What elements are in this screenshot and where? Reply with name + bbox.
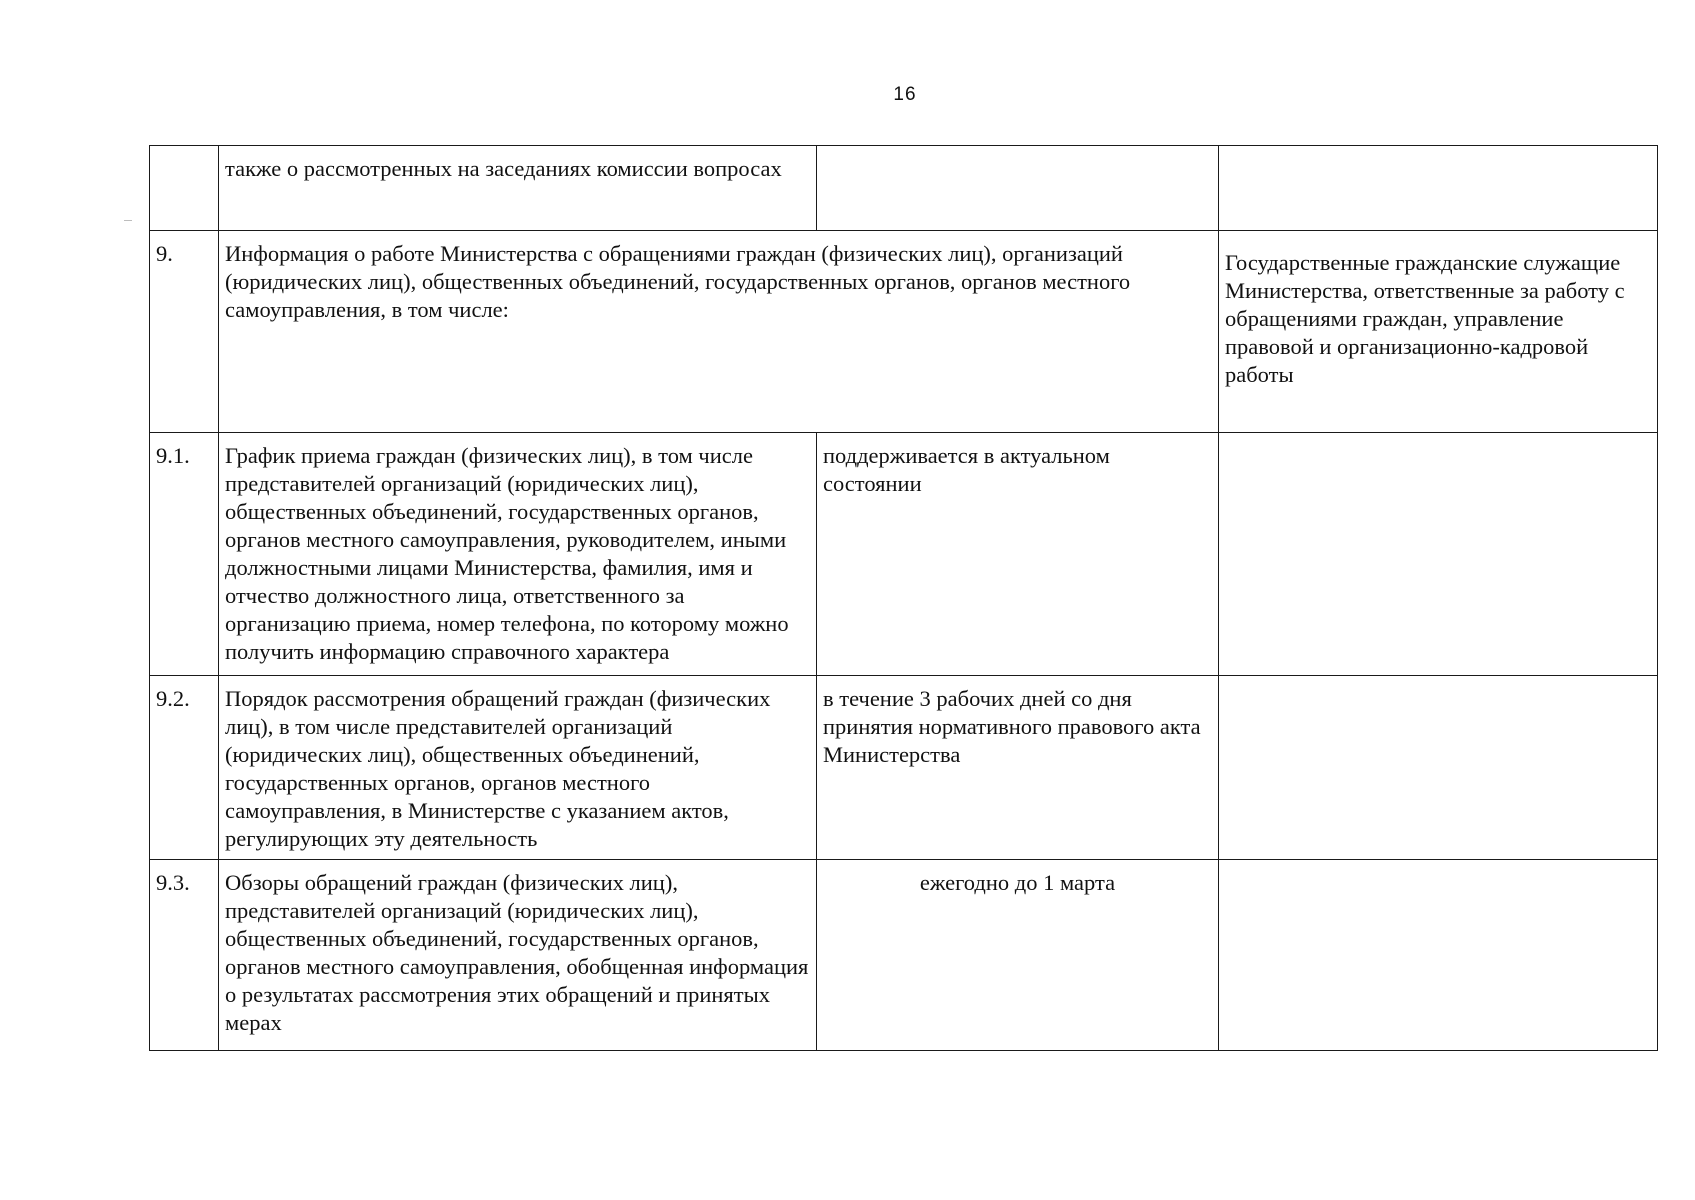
item-number-cell <box>150 146 219 231</box>
item-number-cell: 9. <box>150 231 219 433</box>
item-responsible-cell <box>1219 676 1658 860</box>
scan-mark <box>124 220 132 221</box>
plan-table <box>149 145 1658 1051</box>
page-number: 16 <box>893 84 917 105</box>
item-description-cell: Порядок рассмотрения обращений граждан (физических лиц), в том числе представителей организаций (юридических лиц), общественных объединений, государственных органов, органов местного самоуправления, в Министерстве с указанием актов, регулирующих эту деятельность <box>219 676 817 860</box>
table-row <box>150 860 1658 1051</box>
item-responsible-cell: Государственные гражданские служащие Министерства, ответственные за работу с обращениями граждан, управление правовой и организационно-кадровой работы <box>1219 231 1658 433</box>
item-number-cell: 9.2. <box>150 676 219 860</box>
item-number-cell: 9.1. <box>150 433 219 676</box>
item-responsible-cell <box>1219 860 1658 1051</box>
table-row <box>150 146 1658 231</box>
table-row <box>150 231 1658 433</box>
item-responsible-cell <box>1219 146 1658 231</box>
item-term-cell: поддерживается в актуальном состоянии <box>817 433 1219 676</box>
table-row <box>150 433 1658 676</box>
item-description-cell: Информация о работе Министерства с обращениями граждан (физических лиц), организаций (юридических лиц), общественных объединений, государственных органов, органов местного самоуправления, в том числе: <box>219 231 1219 433</box>
item-description-cell: График приема граждан (физических лиц), в том числе представителей организаций (юридических лиц), общественных объединений, государственных органов, органов местного самоуправления, руководителем, иными должностными лицами Министерства, фамилия, имя и отчество должностного лица, ответственного за организацию приема, номер телефона, по которому можно получить информацию справочного характера <box>219 433 817 676</box>
item-term-cell: в течение 3 рабочих дней со дня принятия нормативного правового акта Министерства <box>817 676 1219 860</box>
table-row <box>150 676 1658 860</box>
item-description-cell: также о рассмотренных на заседаниях комиссии вопросах <box>219 146 817 231</box>
item-term-cell: ежегодно до 1 марта <box>817 860 1219 1051</box>
item-term-cell <box>817 146 1219 231</box>
item-number-cell: 9.3. <box>150 860 219 1051</box>
item-description-cell: Обзоры обращений граждан (физических лиц), представителей организаций (юридических лиц), общественных объединений, государственных органов, органов местного самоуправления, обобщенная информация о результатах рассмотрения этих обращений и принятых мерах <box>219 860 817 1051</box>
item-responsible-cell <box>1219 433 1658 676</box>
